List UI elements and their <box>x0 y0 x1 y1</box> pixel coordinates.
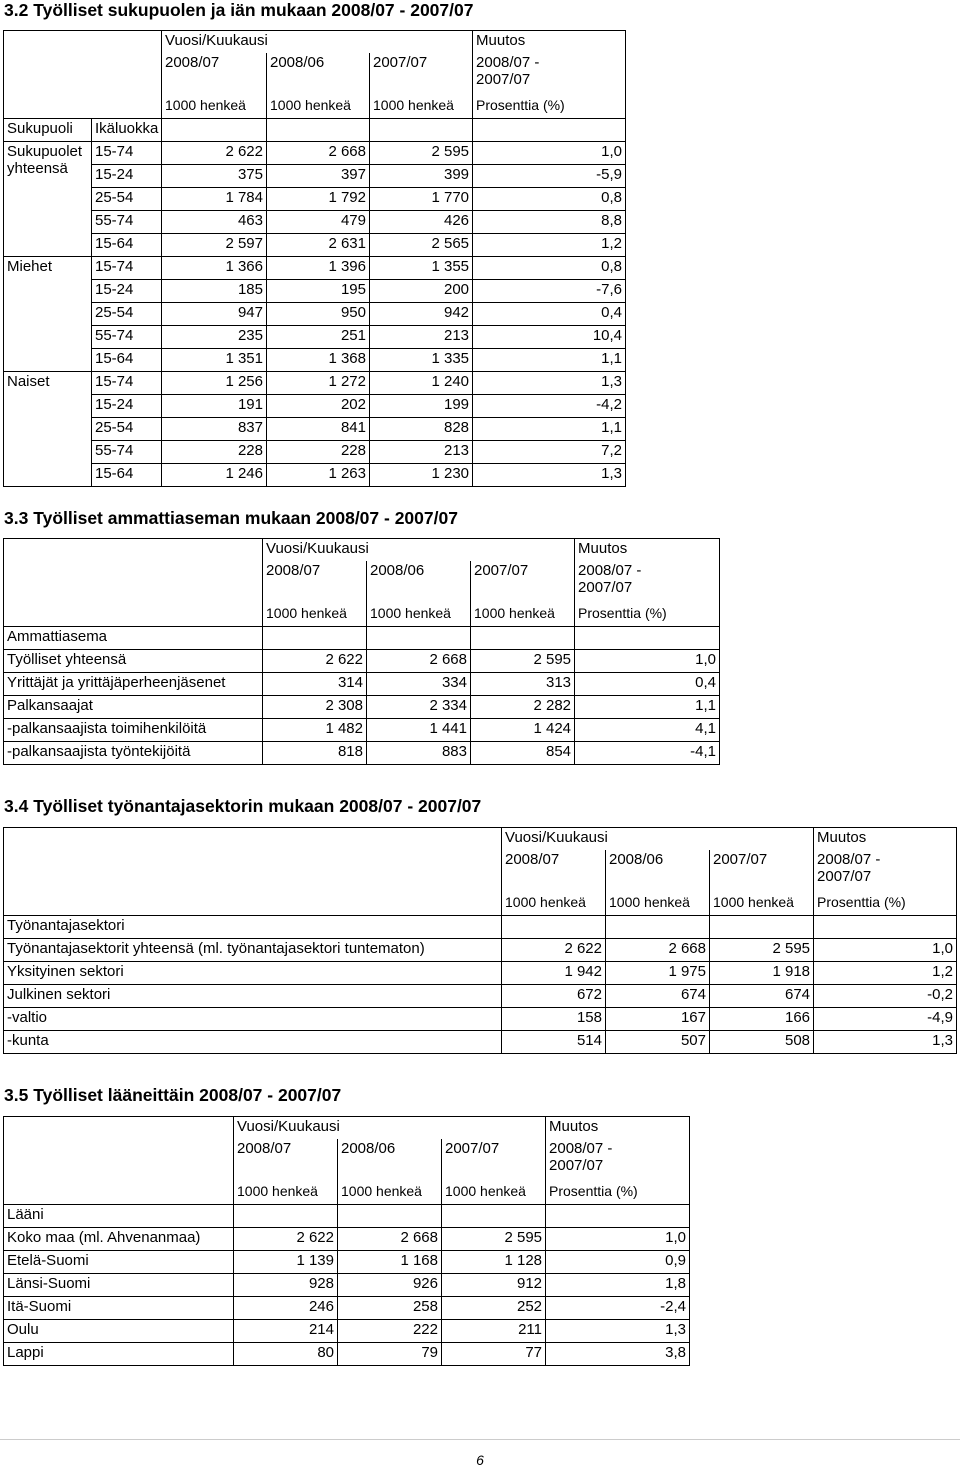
value-cell: 2 668 <box>606 939 710 962</box>
table-row <box>4 985 957 1008</box>
value-cell: 10,4 <box>473 326 626 349</box>
value-cell: 0,8 <box>473 257 626 280</box>
age-cell: 15-74 <box>92 142 162 165</box>
table-row <box>4 1297 690 1320</box>
header-month: 2008/06 <box>267 53 370 96</box>
table-row <box>4 939 957 962</box>
group-label: Miehet <box>4 257 92 372</box>
value-cell: 926 <box>338 1274 442 1297</box>
value-cell: 1,0 <box>546 1228 690 1251</box>
empty-cell <box>814 916 957 939</box>
header-row-period <box>4 539 720 562</box>
empty-cell <box>710 916 814 939</box>
value-cell: 7,2 <box>473 441 626 464</box>
header-blank <box>4 31 162 119</box>
group-label: Sukupuolet yhteensä <box>4 142 92 257</box>
value-cell: 77 <box>442 1343 546 1366</box>
header-row-dimension <box>4 1205 690 1228</box>
header-period: Vuosi/Kuukausi <box>234 1117 546 1140</box>
value-cell: 426 <box>370 211 473 234</box>
header-row-period <box>4 828 957 851</box>
value-cell: 854 <box>471 742 575 765</box>
empty-cell <box>546 1205 690 1228</box>
value-cell: 375 <box>162 165 267 188</box>
value-cell: 1,0 <box>575 650 720 673</box>
table-row <box>4 464 626 487</box>
value-cell: 883 <box>367 742 471 765</box>
value-cell: 2 622 <box>502 939 606 962</box>
value-cell: 672 <box>502 985 606 1008</box>
header-blank <box>4 828 502 916</box>
empty-cell <box>473 119 626 142</box>
row-label: Työlliset yhteensä <box>4 650 263 673</box>
age-cell: 15-64 <box>92 349 162 372</box>
empty-cell <box>234 1205 338 1228</box>
value-cell: 1 139 <box>234 1251 338 1274</box>
row-label: Työnantajasektorit yhteensä (ml. työnantajasektori tuntematon) <box>4 939 502 962</box>
age-cell: 15-24 <box>92 395 162 418</box>
value-cell: 1,8 <box>546 1274 690 1297</box>
value-cell: 2 308 <box>263 696 367 719</box>
row-label: -kunta <box>4 1031 502 1054</box>
value-cell: 950 <box>267 303 370 326</box>
value-cell: 202 <box>267 395 370 418</box>
empty-cell <box>502 916 606 939</box>
value-cell: -0,2 <box>814 985 957 1008</box>
value-cell: 2 595 <box>471 650 575 673</box>
empty-cell <box>367 627 471 650</box>
value-cell: 1,1 <box>473 418 626 441</box>
empty-cell <box>263 627 367 650</box>
value-cell: 1 240 <box>370 372 473 395</box>
value-cell: 1,3 <box>473 372 626 395</box>
value-cell: 2 622 <box>162 142 267 165</box>
table-row <box>4 962 957 985</box>
value-cell: 314 <box>263 673 367 696</box>
header-unit: 1000 henkeä <box>442 1182 546 1205</box>
header-unit: 1000 henkeä <box>267 96 370 119</box>
section-title-3-5: 3.5 Työlliset lääneittäin 2008/07 - 2007/07 <box>4 1085 342 1105</box>
value-cell: 1 792 <box>267 188 370 211</box>
table-row <box>4 441 626 464</box>
value-cell: 674 <box>710 985 814 1008</box>
header-unit: Prosenttia (%) <box>546 1182 690 1205</box>
value-cell: 1 168 <box>338 1251 442 1274</box>
header-month: 2007/07 <box>442 1139 546 1182</box>
table-row <box>4 1008 957 1031</box>
value-cell: 214 <box>234 1320 338 1343</box>
footer-divider <box>0 1439 960 1440</box>
value-cell: 1,0 <box>814 939 957 962</box>
value-cell: 2 668 <box>338 1228 442 1251</box>
table-row <box>4 234 626 257</box>
age-cell: 15-24 <box>92 280 162 303</box>
value-cell: 1 770 <box>370 188 473 211</box>
header-period: Vuosi/Kuukausi <box>263 539 575 562</box>
group-label: Naiset <box>4 372 92 487</box>
value-cell: 463 <box>162 211 267 234</box>
value-cell: 79 <box>338 1343 442 1366</box>
value-cell: 2 565 <box>370 234 473 257</box>
header-change: Muutos <box>814 828 957 851</box>
value-cell: 228 <box>267 441 370 464</box>
value-cell: 1,3 <box>814 1031 957 1054</box>
header-change-period: 2008/07 - 2007/07 <box>575 561 720 604</box>
row-label: Julkinen sektori <box>4 985 502 1008</box>
value-cell: 1 441 <box>367 719 471 742</box>
value-cell: 2 282 <box>471 696 575 719</box>
value-cell: 1 975 <box>606 962 710 985</box>
value-cell: 2 668 <box>367 650 471 673</box>
value-cell: 246 <box>234 1297 338 1320</box>
value-cell: 2 595 <box>442 1228 546 1251</box>
value-cell: 200 <box>370 280 473 303</box>
age-cell: 55-74 <box>92 326 162 349</box>
age-cell: 15-24 <box>92 165 162 188</box>
value-cell: 0,4 <box>575 673 720 696</box>
table-row <box>4 349 626 372</box>
value-cell: -4,9 <box>814 1008 957 1031</box>
value-cell: 1 396 <box>267 257 370 280</box>
empty-cell <box>442 1205 546 1228</box>
value-cell: 2 597 <box>162 234 267 257</box>
header-unit: 1000 henkeä <box>710 893 814 916</box>
table-row <box>4 1343 690 1366</box>
value-cell: 837 <box>162 418 267 441</box>
table-row <box>4 395 626 418</box>
row-label: Yksityinen sektori <box>4 962 502 985</box>
value-cell: 1 918 <box>710 962 814 985</box>
header-unit: 1000 henkeä <box>234 1182 338 1205</box>
header-month: 2007/07 <box>471 561 575 604</box>
value-cell: 213 <box>370 441 473 464</box>
age-cell: 15-74 <box>92 372 162 395</box>
value-cell: 1,3 <box>473 464 626 487</box>
header-unit: 1000 henkeä <box>370 96 473 119</box>
value-cell: 2 334 <box>367 696 471 719</box>
value-cell: 1,2 <box>473 234 626 257</box>
age-cell: 15-64 <box>92 464 162 487</box>
page-number: 6 <box>476 1452 484 1468</box>
header-month: 2008/07 <box>263 561 367 604</box>
row-label: -palkansaajista työntekijöitä <box>4 742 263 765</box>
empty-cell <box>471 627 575 650</box>
value-cell: 514 <box>502 1031 606 1054</box>
header-row-dimension <box>4 916 957 939</box>
value-cell: 3,8 <box>546 1343 690 1366</box>
table-row <box>4 280 626 303</box>
value-cell: 947 <box>162 303 267 326</box>
value-cell: -4,1 <box>575 742 720 765</box>
empty-cell <box>370 119 473 142</box>
value-cell: -5,9 <box>473 165 626 188</box>
value-cell: 1 784 <box>162 188 267 211</box>
value-cell: 0,9 <box>546 1251 690 1274</box>
header-row-dimension <box>4 627 720 650</box>
value-cell: 1 355 <box>370 257 473 280</box>
header-change: Muutos <box>546 1117 690 1140</box>
value-cell: 1 230 <box>370 464 473 487</box>
value-cell: 928 <box>234 1274 338 1297</box>
row-label: Yrittäjät ja yrittäjäperheenjäsenet <box>4 673 263 696</box>
value-cell: -7,6 <box>473 280 626 303</box>
header-month: 2008/06 <box>367 561 471 604</box>
header-unit: 1000 henkeä <box>471 604 575 627</box>
table-row <box>4 650 720 673</box>
header-row-period <box>4 1117 690 1140</box>
value-cell: 2 668 <box>267 142 370 165</box>
header-period: Vuosi/Kuukausi <box>502 828 814 851</box>
table-row <box>4 1320 690 1343</box>
empty-cell <box>606 916 710 939</box>
value-cell: 397 <box>267 165 370 188</box>
value-cell: 1 263 <box>267 464 370 487</box>
value-cell: -2,4 <box>546 1297 690 1320</box>
table-row <box>4 1251 690 1274</box>
value-cell: 2 622 <box>263 650 367 673</box>
row-label: -valtio <box>4 1008 502 1031</box>
value-cell: 195 <box>267 280 370 303</box>
table-row <box>4 326 626 349</box>
table-row <box>4 372 626 395</box>
row-label: Etelä-Suomi <box>4 1251 234 1274</box>
value-cell: 251 <box>267 326 370 349</box>
row-label: Lappi <box>4 1343 234 1366</box>
value-cell: 8,8 <box>473 211 626 234</box>
header-change-period: 2008/07 - 2007/07 <box>473 53 626 96</box>
value-cell: 1 351 <box>162 349 267 372</box>
value-cell: 1 942 <box>502 962 606 985</box>
value-cell: 841 <box>267 418 370 441</box>
value-cell: 213 <box>370 326 473 349</box>
value-cell: 912 <box>442 1274 546 1297</box>
value-cell: 0,4 <box>473 303 626 326</box>
table-row <box>4 257 626 280</box>
empty-cell <box>162 119 267 142</box>
table-row <box>4 742 720 765</box>
table-row <box>4 303 626 326</box>
header-age: Ikäluokka <box>92 119 162 142</box>
value-cell: 167 <box>606 1008 710 1031</box>
value-cell: 199 <box>370 395 473 418</box>
value-cell: 313 <box>471 673 575 696</box>
header-blank <box>4 539 263 627</box>
value-cell: 2 622 <box>234 1228 338 1251</box>
value-cell: 158 <box>502 1008 606 1031</box>
age-cell: 25-54 <box>92 418 162 441</box>
value-cell: 185 <box>162 280 267 303</box>
value-cell: 399 <box>370 165 473 188</box>
value-cell: 252 <box>442 1297 546 1320</box>
value-cell: 235 <box>162 326 267 349</box>
value-cell: 1 335 <box>370 349 473 372</box>
table-row <box>4 142 626 165</box>
age-cell: 15-64 <box>92 234 162 257</box>
value-cell: 334 <box>367 673 471 696</box>
section-title-3-2: 3.2 Työlliset sukupuolen ja iän mukaan 2008/07 - 2007/07 <box>4 0 474 20</box>
value-cell: 4,1 <box>575 719 720 742</box>
value-cell: 0,8 <box>473 188 626 211</box>
table-employed-by-occupational-status <box>3 538 720 765</box>
empty-cell <box>267 119 370 142</box>
value-cell: 1 128 <box>442 1251 546 1274</box>
value-cell: 222 <box>338 1320 442 1343</box>
value-cell: 1 246 <box>162 464 267 487</box>
header-dimension: Lääni <box>4 1205 234 1228</box>
header-blank <box>4 1117 234 1205</box>
header-change-period: 2008/07 - 2007/07 <box>814 850 957 893</box>
row-label: Länsi-Suomi <box>4 1274 234 1297</box>
empty-cell <box>338 1205 442 1228</box>
header-unit: Prosenttia (%) <box>575 604 720 627</box>
value-cell: 818 <box>263 742 367 765</box>
header-month: 2007/07 <box>710 850 814 893</box>
age-cell: 55-74 <box>92 441 162 464</box>
header-unit: 1000 henkeä <box>606 893 710 916</box>
value-cell: 191 <box>162 395 267 418</box>
table-row <box>4 188 626 211</box>
age-cell: 55-74 <box>92 211 162 234</box>
age-cell: 25-54 <box>92 303 162 326</box>
header-month: 2008/06 <box>338 1139 442 1182</box>
table-row <box>4 1274 690 1297</box>
value-cell: 2 631 <box>267 234 370 257</box>
value-cell: 674 <box>606 985 710 1008</box>
value-cell: 1 482 <box>263 719 367 742</box>
table-row <box>4 696 720 719</box>
table-employed-by-sex-age <box>3 30 626 487</box>
table-row <box>4 673 720 696</box>
value-cell: 2 595 <box>370 142 473 165</box>
value-cell: 828 <box>370 418 473 441</box>
table-row <box>4 1228 690 1251</box>
header-unit: 1000 henkeä <box>263 604 367 627</box>
value-cell: 1,1 <box>575 696 720 719</box>
row-label: Oulu <box>4 1320 234 1343</box>
table-row <box>4 1031 957 1054</box>
header-period: Vuosi/Kuukausi <box>162 31 473 54</box>
value-cell: -4,2 <box>473 395 626 418</box>
value-cell: 1,0 <box>473 142 626 165</box>
table-row <box>4 418 626 441</box>
header-month: 2007/07 <box>370 53 473 96</box>
row-label: Koko maa (ml. Ahvenanmaa) <box>4 1228 234 1251</box>
table-row <box>4 211 626 234</box>
value-cell: 228 <box>162 441 267 464</box>
header-dimension: Ammattiasema <box>4 627 263 650</box>
header-unit: Prosenttia (%) <box>814 893 957 916</box>
value-cell: 1 424 <box>471 719 575 742</box>
header-change: Muutos <box>473 31 626 54</box>
row-label: Palkansaajat <box>4 696 263 719</box>
section-title-3-3: 3.3 Työlliset ammattiaseman mukaan 2008/07 - 2007/07 <box>4 508 458 528</box>
header-row-period <box>4 31 626 54</box>
header-unit: 1000 henkeä <box>367 604 471 627</box>
value-cell: 1,1 <box>473 349 626 372</box>
value-cell: 1 368 <box>267 349 370 372</box>
value-cell: 1,3 <box>546 1320 690 1343</box>
header-unit: 1000 henkeä <box>162 96 267 119</box>
header-change-period: 2008/07 - 2007/07 <box>546 1139 690 1182</box>
header-row-dimension <box>4 119 626 142</box>
value-cell: 507 <box>606 1031 710 1054</box>
value-cell: 1,2 <box>814 962 957 985</box>
header-month: 2008/06 <box>606 850 710 893</box>
value-cell: 258 <box>338 1297 442 1320</box>
header-change: Muutos <box>575 539 720 562</box>
value-cell: 1 256 <box>162 372 267 395</box>
header-sex: Sukupuoli <box>4 119 92 142</box>
value-cell: 1 272 <box>267 372 370 395</box>
table-employed-by-province <box>3 1116 690 1366</box>
table-employed-by-employer-sector <box>3 827 957 1054</box>
header-unit: 1000 henkeä <box>502 893 606 916</box>
table-row <box>4 165 626 188</box>
value-cell: 479 <box>267 211 370 234</box>
value-cell: 942 <box>370 303 473 326</box>
empty-cell <box>575 627 720 650</box>
header-month: 2008/07 <box>502 850 606 893</box>
header-unit: 1000 henkeä <box>338 1182 442 1205</box>
value-cell: 80 <box>234 1343 338 1366</box>
header-unit: Prosenttia (%) <box>473 96 626 119</box>
row-label: -palkansaajista toimihenkilöitä <box>4 719 263 742</box>
header-month: 2008/07 <box>162 53 267 96</box>
value-cell: 508 <box>710 1031 814 1054</box>
age-cell: 25-54 <box>92 188 162 211</box>
row-label: Itä-Suomi <box>4 1297 234 1320</box>
value-cell: 166 <box>710 1008 814 1031</box>
age-cell: 15-74 <box>92 257 162 280</box>
value-cell: 211 <box>442 1320 546 1343</box>
header-dimension: Työnantajasektori <box>4 916 502 939</box>
value-cell: 2 595 <box>710 939 814 962</box>
section-title-3-4: 3.4 Työlliset työnantajasektorin mukaan 2008/07 - 2007/07 <box>4 796 482 816</box>
table-row <box>4 719 720 742</box>
value-cell: 1 366 <box>162 257 267 280</box>
header-month: 2008/07 <box>234 1139 338 1182</box>
